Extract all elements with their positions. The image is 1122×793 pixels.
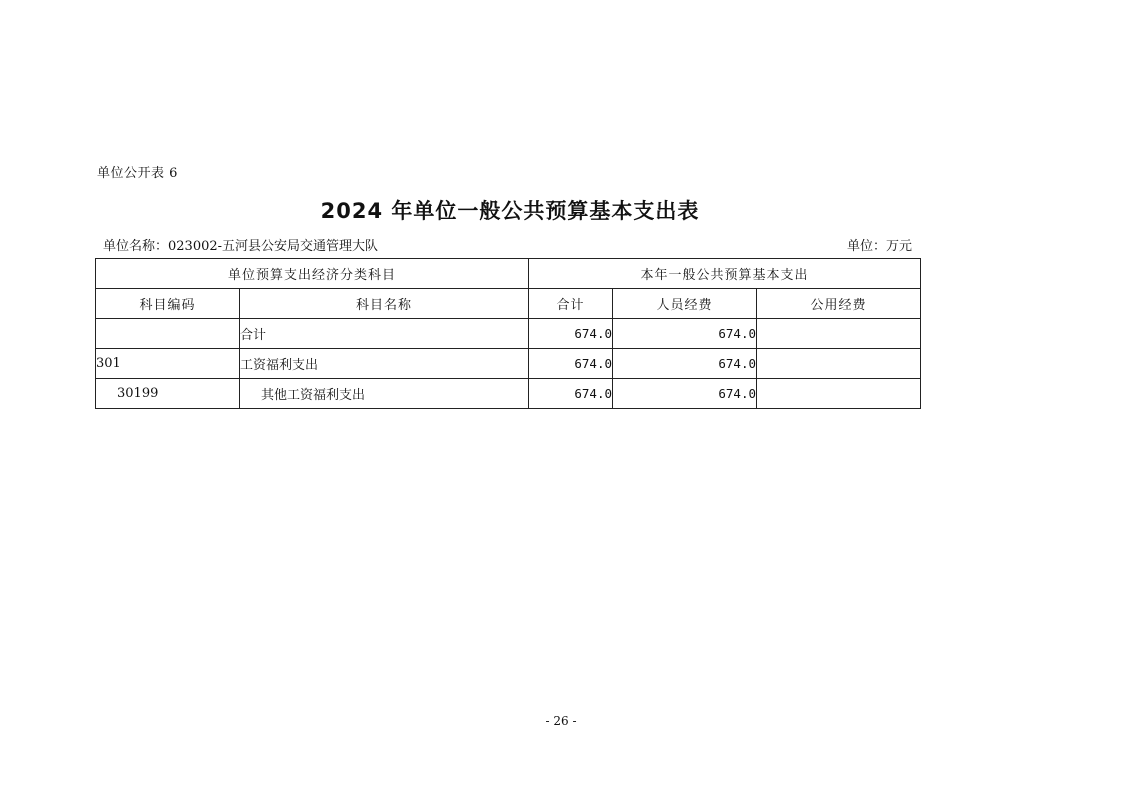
page-title: 2024 年单位一般公共预算基本支出表: [320, 199, 700, 223]
table-row: [96, 349, 921, 379]
cell-public: [757, 379, 921, 409]
cell-public: [757, 319, 921, 349]
cell-name: 合计: [240, 319, 529, 349]
cell-code: 301: [96, 349, 240, 379]
cell-code: [96, 319, 240, 349]
column-header-row: [96, 289, 921, 319]
column-header-personnel: 人员经费: [613, 289, 757, 319]
unit-name: 单位名称：023002-五河县公安局交通管理大队: [103, 239, 379, 254]
form-number: 单位公开表 6: [97, 166, 178, 181]
cell-public: [757, 349, 921, 379]
column-header-public: 公用经费: [757, 289, 921, 319]
group-header-classification: 单位预算支出经济分类科目: [96, 259, 529, 289]
page-number: - 26 -: [545, 714, 577, 728]
cell-code: 30199: [96, 379, 240, 409]
column-header-total: 合计: [529, 289, 613, 319]
currency-unit: 单位：万元: [847, 239, 913, 254]
cell-total: 674.0: [529, 379, 613, 409]
cell-personnel: 674.0: [613, 349, 757, 379]
cell-total: 674.0: [529, 319, 613, 349]
cell-personnel: 674.0: [613, 319, 757, 349]
group-header-row: [96, 259, 921, 289]
cell-name: 工资福利支出: [240, 349, 529, 379]
budget-table: [95, 258, 921, 409]
cell-name: 其他工资福利支出: [240, 379, 529, 409]
table-row: [96, 379, 921, 409]
column-header-code: 科目编码: [96, 289, 240, 319]
cell-total: 674.0: [529, 349, 613, 379]
table-row: [96, 319, 921, 349]
cell-personnel: 674.0: [613, 379, 757, 409]
column-header-name: 科目名称: [240, 289, 529, 319]
group-header-basic-expenditure: 本年一般公共预算基本支出: [529, 259, 921, 289]
